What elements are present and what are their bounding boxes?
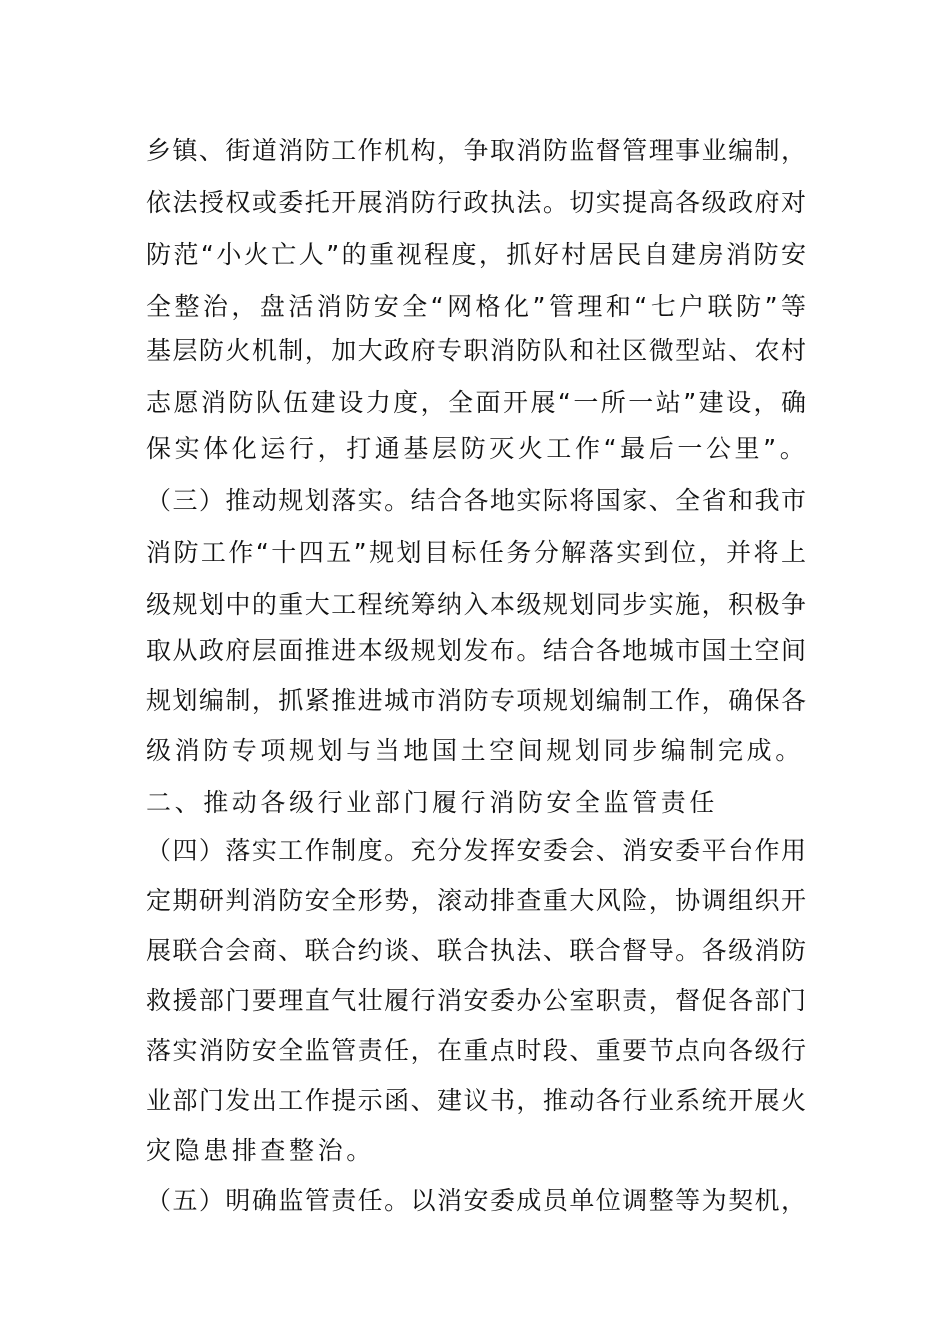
- text-line: 消防工作“十四五”规划目标任务分解落实到位，并将上: [146, 538, 806, 567]
- text-line: 定期研判消防安全形势，滚动排查重大风险，协调组织开: [146, 886, 806, 915]
- text-line: 全整治，盘活消防安全“网格化”管理和“七户联防”等: [146, 292, 806, 321]
- text-line: 规划编制，抓紧推进城市消防专项规划编制工作，确保各: [146, 686, 806, 715]
- text-line: 依法授权或委托开展消防行政执法。切实提高各级政府对: [146, 188, 806, 217]
- paragraph-heading-5: （五）明确监管责任。以消安委成员单位调整等为契机，: [146, 1186, 806, 1215]
- text-line: 保实体化运行，打通基层防灭火工作“最后一公里”。: [146, 434, 809, 463]
- text-line: 乡镇、街道消防工作机构，争取消防监督管理事业编制，: [146, 136, 806, 165]
- text-line: 级规划中的重大工程统筹纳入本级规划同步实施，积极争: [146, 590, 806, 619]
- text-line: 落实消防安全监管责任，在重点时段、重要节点向各级行: [146, 1036, 806, 1065]
- text-line: 志愿消防队伍建设力度，全面开展“一所一站”建设，确: [146, 388, 806, 417]
- paragraph-heading-3: （三）推动规划落实。结合各地实际将国家、全省和我市: [146, 486, 806, 515]
- text-line: 救援部门要理直气壮履行消安委办公室职责，督促各部门: [146, 986, 806, 1015]
- paragraph-heading-4: （四）落实工作制度。充分发挥安委会、消安委平台作用: [146, 836, 806, 865]
- text-line: 取从政府层面推进本级规划发布。结合各地城市国土空间: [146, 636, 806, 665]
- text-line: 业部门发出工作提示函、建议书，推动各行业系统开展火: [146, 1086, 806, 1115]
- text-line: 级消防专项规划与当地国土空间规划同步编制完成。: [146, 736, 804, 765]
- section-heading-2: 二、推动各级行业部门履行消防安全监管责任: [146, 788, 719, 817]
- text-line: 基层防火机制，加大政府专职消防队和社区微型站、农村: [146, 336, 806, 365]
- text-line: 灾隐患排查整治。: [146, 1136, 375, 1165]
- text-line: 防范“小火亡人”的重视程度，抓好村居民自建房消防安: [146, 240, 806, 269]
- text-line: 展联合会商、联合约谈、联合执法、联合督导。各级消防: [146, 936, 806, 965]
